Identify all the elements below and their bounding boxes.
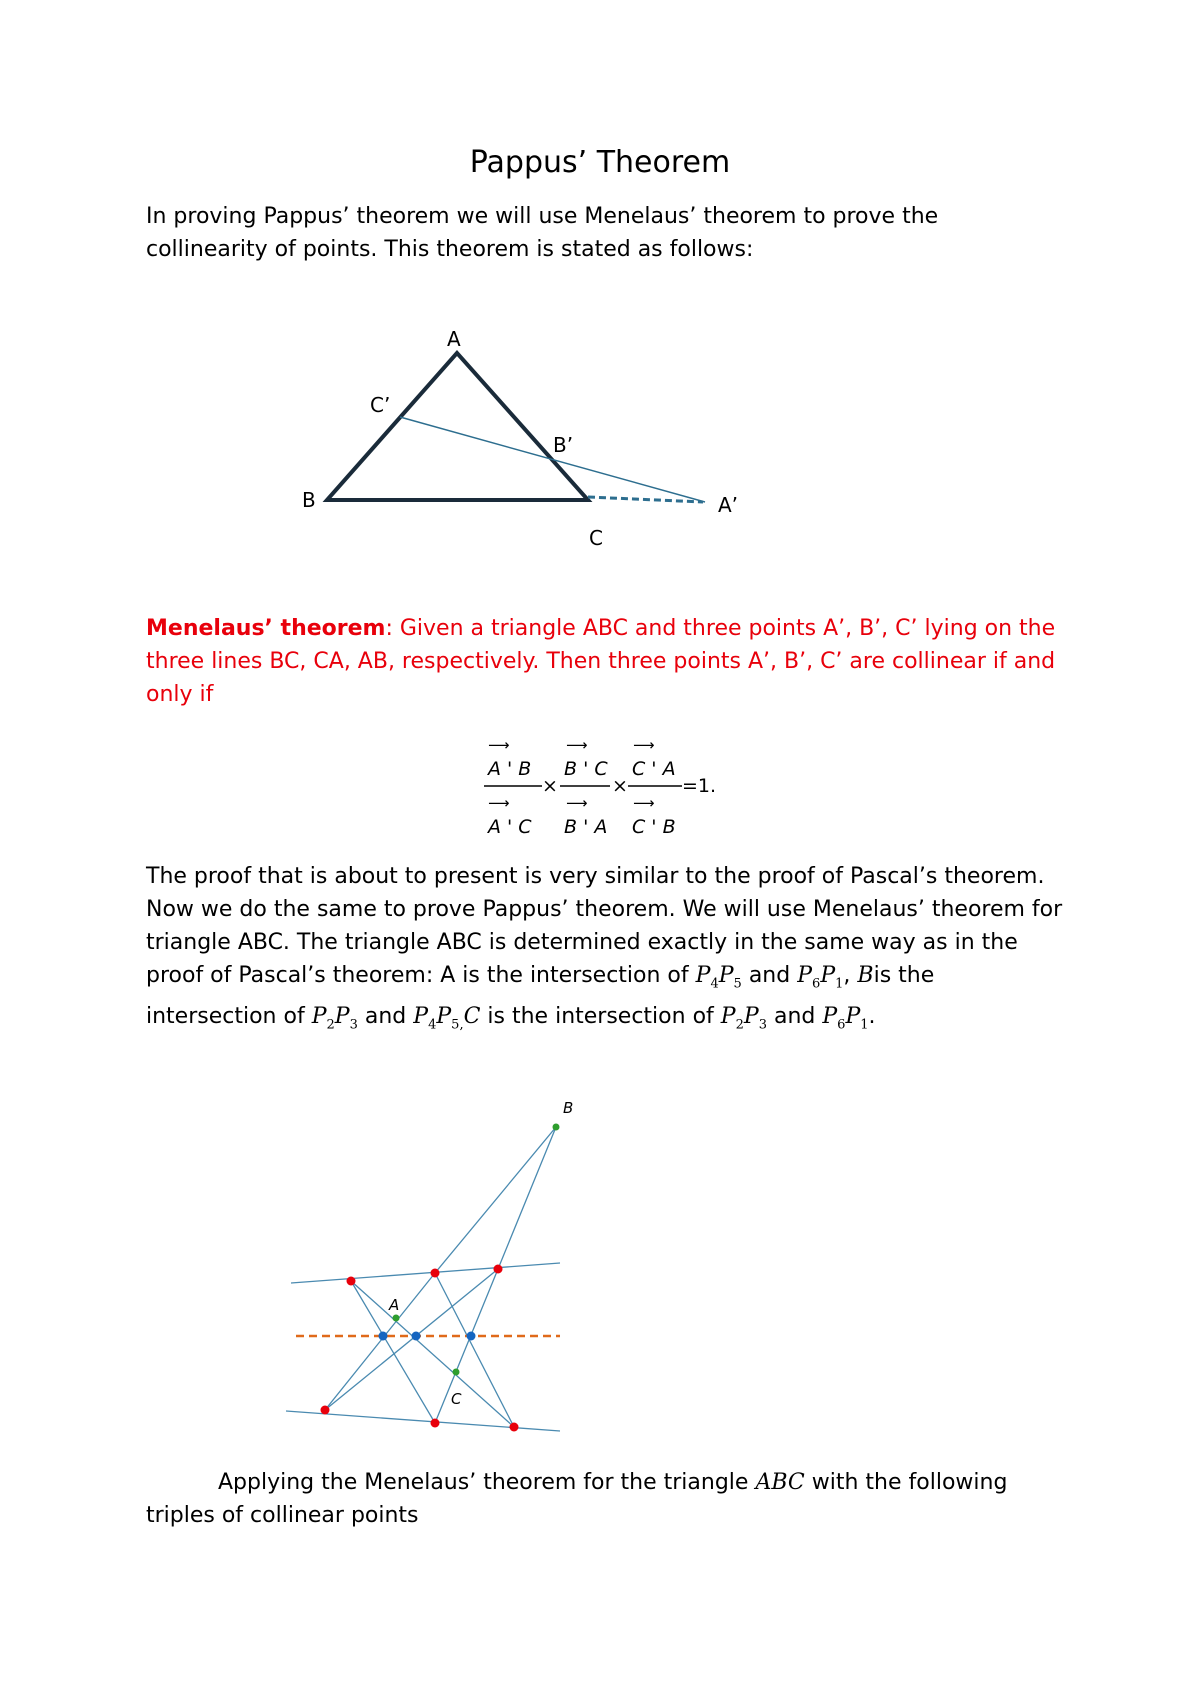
- math-p2p3: $P_2P_3$: [311, 1004, 358, 1033]
- arrow-1a: ⟶: [488, 736, 510, 754]
- applying-paragraph: [146, 1466, 1066, 1532]
- arrow-2a: ⟶: [566, 736, 588, 754]
- num-3: C ' A: [632, 758, 676, 780]
- fig2-label-C: C: [451, 1390, 462, 1408]
- proof-text-8: .: [868, 1004, 876, 1030]
- math-p6p1-b: $P_6P_1$: [822, 1004, 869, 1033]
- num-1: A ' B: [488, 758, 532, 780]
- label-A: A: [447, 327, 461, 351]
- fig2-label-A: A: [389, 1296, 400, 1314]
- den-1: A ' C: [488, 816, 532, 838]
- times-1: ×: [542, 775, 558, 797]
- line-tm-br: [435, 1273, 514, 1427]
- label-A-prime: A’: [718, 493, 739, 517]
- label-B-prime: B’: [553, 433, 574, 457]
- math-B: B: [857, 963, 874, 988]
- line-B-top-mid: [435, 1127, 556, 1273]
- menelaus-figure: [290, 320, 760, 550]
- transversal-line: [400, 417, 705, 502]
- math-p4p5: $P_4P_5$: [695, 963, 742, 992]
- page-title: Pappus’ Theorem: [469, 145, 731, 180]
- arrow-3b: ⟶: [633, 794, 655, 812]
- extension-dashed: [588, 497, 703, 502]
- proof-text-2: and: [741, 963, 798, 988]
- bottom-line: [286, 1411, 560, 1431]
- times-2: ×: [612, 775, 628, 797]
- point-red-2: [431, 1269, 440, 1278]
- point-red-1: [347, 1277, 356, 1286]
- point-red-6: [510, 1423, 519, 1432]
- top-line: [291, 1263, 560, 1283]
- applying-text-2: with the following triples of collinear points: [146, 1470, 1008, 1528]
- num-2: B ' C: [564, 758, 608, 780]
- line-B-top-right: [498, 1127, 556, 1269]
- point-green-C: [453, 1369, 460, 1376]
- point-blue-3: [467, 1332, 476, 1341]
- proof-text-1: The proof that is about to present is very similar to the proof of Pascal’s theorem. Now we do the same to prove Pappus’ theorem. We will use Menelaus’ theorem for triangle ABC. The triangle ABC is determined exactly in the same way as in the proof of Pascal’s theorem: A is the intersection of: [146, 864, 1063, 988]
- label-C-prime: C’: [370, 393, 391, 417]
- point-red-4: [321, 1406, 330, 1415]
- point-blue-1: [379, 1332, 388, 1341]
- triangle-abc: [327, 353, 588, 500]
- point-red-5: [431, 1419, 440, 1428]
- menelaus-statement: [146, 612, 1066, 711]
- den-3: C ' B: [632, 816, 676, 838]
- arrow-3a: ⟶: [633, 736, 655, 754]
- proof-paragraph: [146, 860, 1066, 1042]
- math-p2p3-b: $P_2P_3$: [720, 1004, 767, 1033]
- math-p6p1: $P_6P_1$: [797, 963, 844, 992]
- menelaus-name: Menelaus’ theorem: [146, 616, 386, 641]
- arrow-2b: ⟶: [566, 794, 588, 812]
- menelaus-text: : Given a triangle ABC and three points A’, B’, C’ lying on the three lines BC, CA, AB, respectively. Then three points A’, B’, C’ are collinear if and only if: [146, 616, 1056, 707]
- line-tl-br: [351, 1281, 514, 1427]
- math-p4p5-c: $P_4P_{5,}C$: [413, 1004, 481, 1033]
- point-green-A: [393, 1315, 400, 1322]
- point-green-B: [553, 1124, 560, 1131]
- arrow-1b: ⟶: [488, 794, 510, 812]
- point-blue-2: [412, 1332, 421, 1341]
- applying-text-1: Applying the Menelaus’ theorem for the triangle: [218, 1470, 756, 1495]
- proof-text-7: and: [766, 1004, 823, 1030]
- proof-text-5: and: [357, 1004, 414, 1030]
- intro-paragraph: In proving Pappus’ theorem we will use Menelaus’ theorem to prove the collinearity of points. This theorem is stated as follows:: [146, 204, 939, 262]
- pappus-figure: [280, 1090, 580, 1450]
- fig2-label-B: B: [563, 1099, 574, 1117]
- proof-text-3: ,: [843, 963, 858, 988]
- den-2: B ' A: [564, 816, 608, 838]
- equals-one: =1.: [682, 775, 717, 797]
- label-B: B: [302, 488, 316, 512]
- math-ABC: ABC: [755, 1470, 805, 1495]
- point-red-3: [494, 1265, 503, 1274]
- proof-text-4: is the intersection of: [146, 963, 935, 1030]
- menelaus-formula: [470, 730, 730, 850]
- label-C: C: [589, 526, 603, 550]
- proof-text-6: is the intersection of: [480, 1004, 721, 1030]
